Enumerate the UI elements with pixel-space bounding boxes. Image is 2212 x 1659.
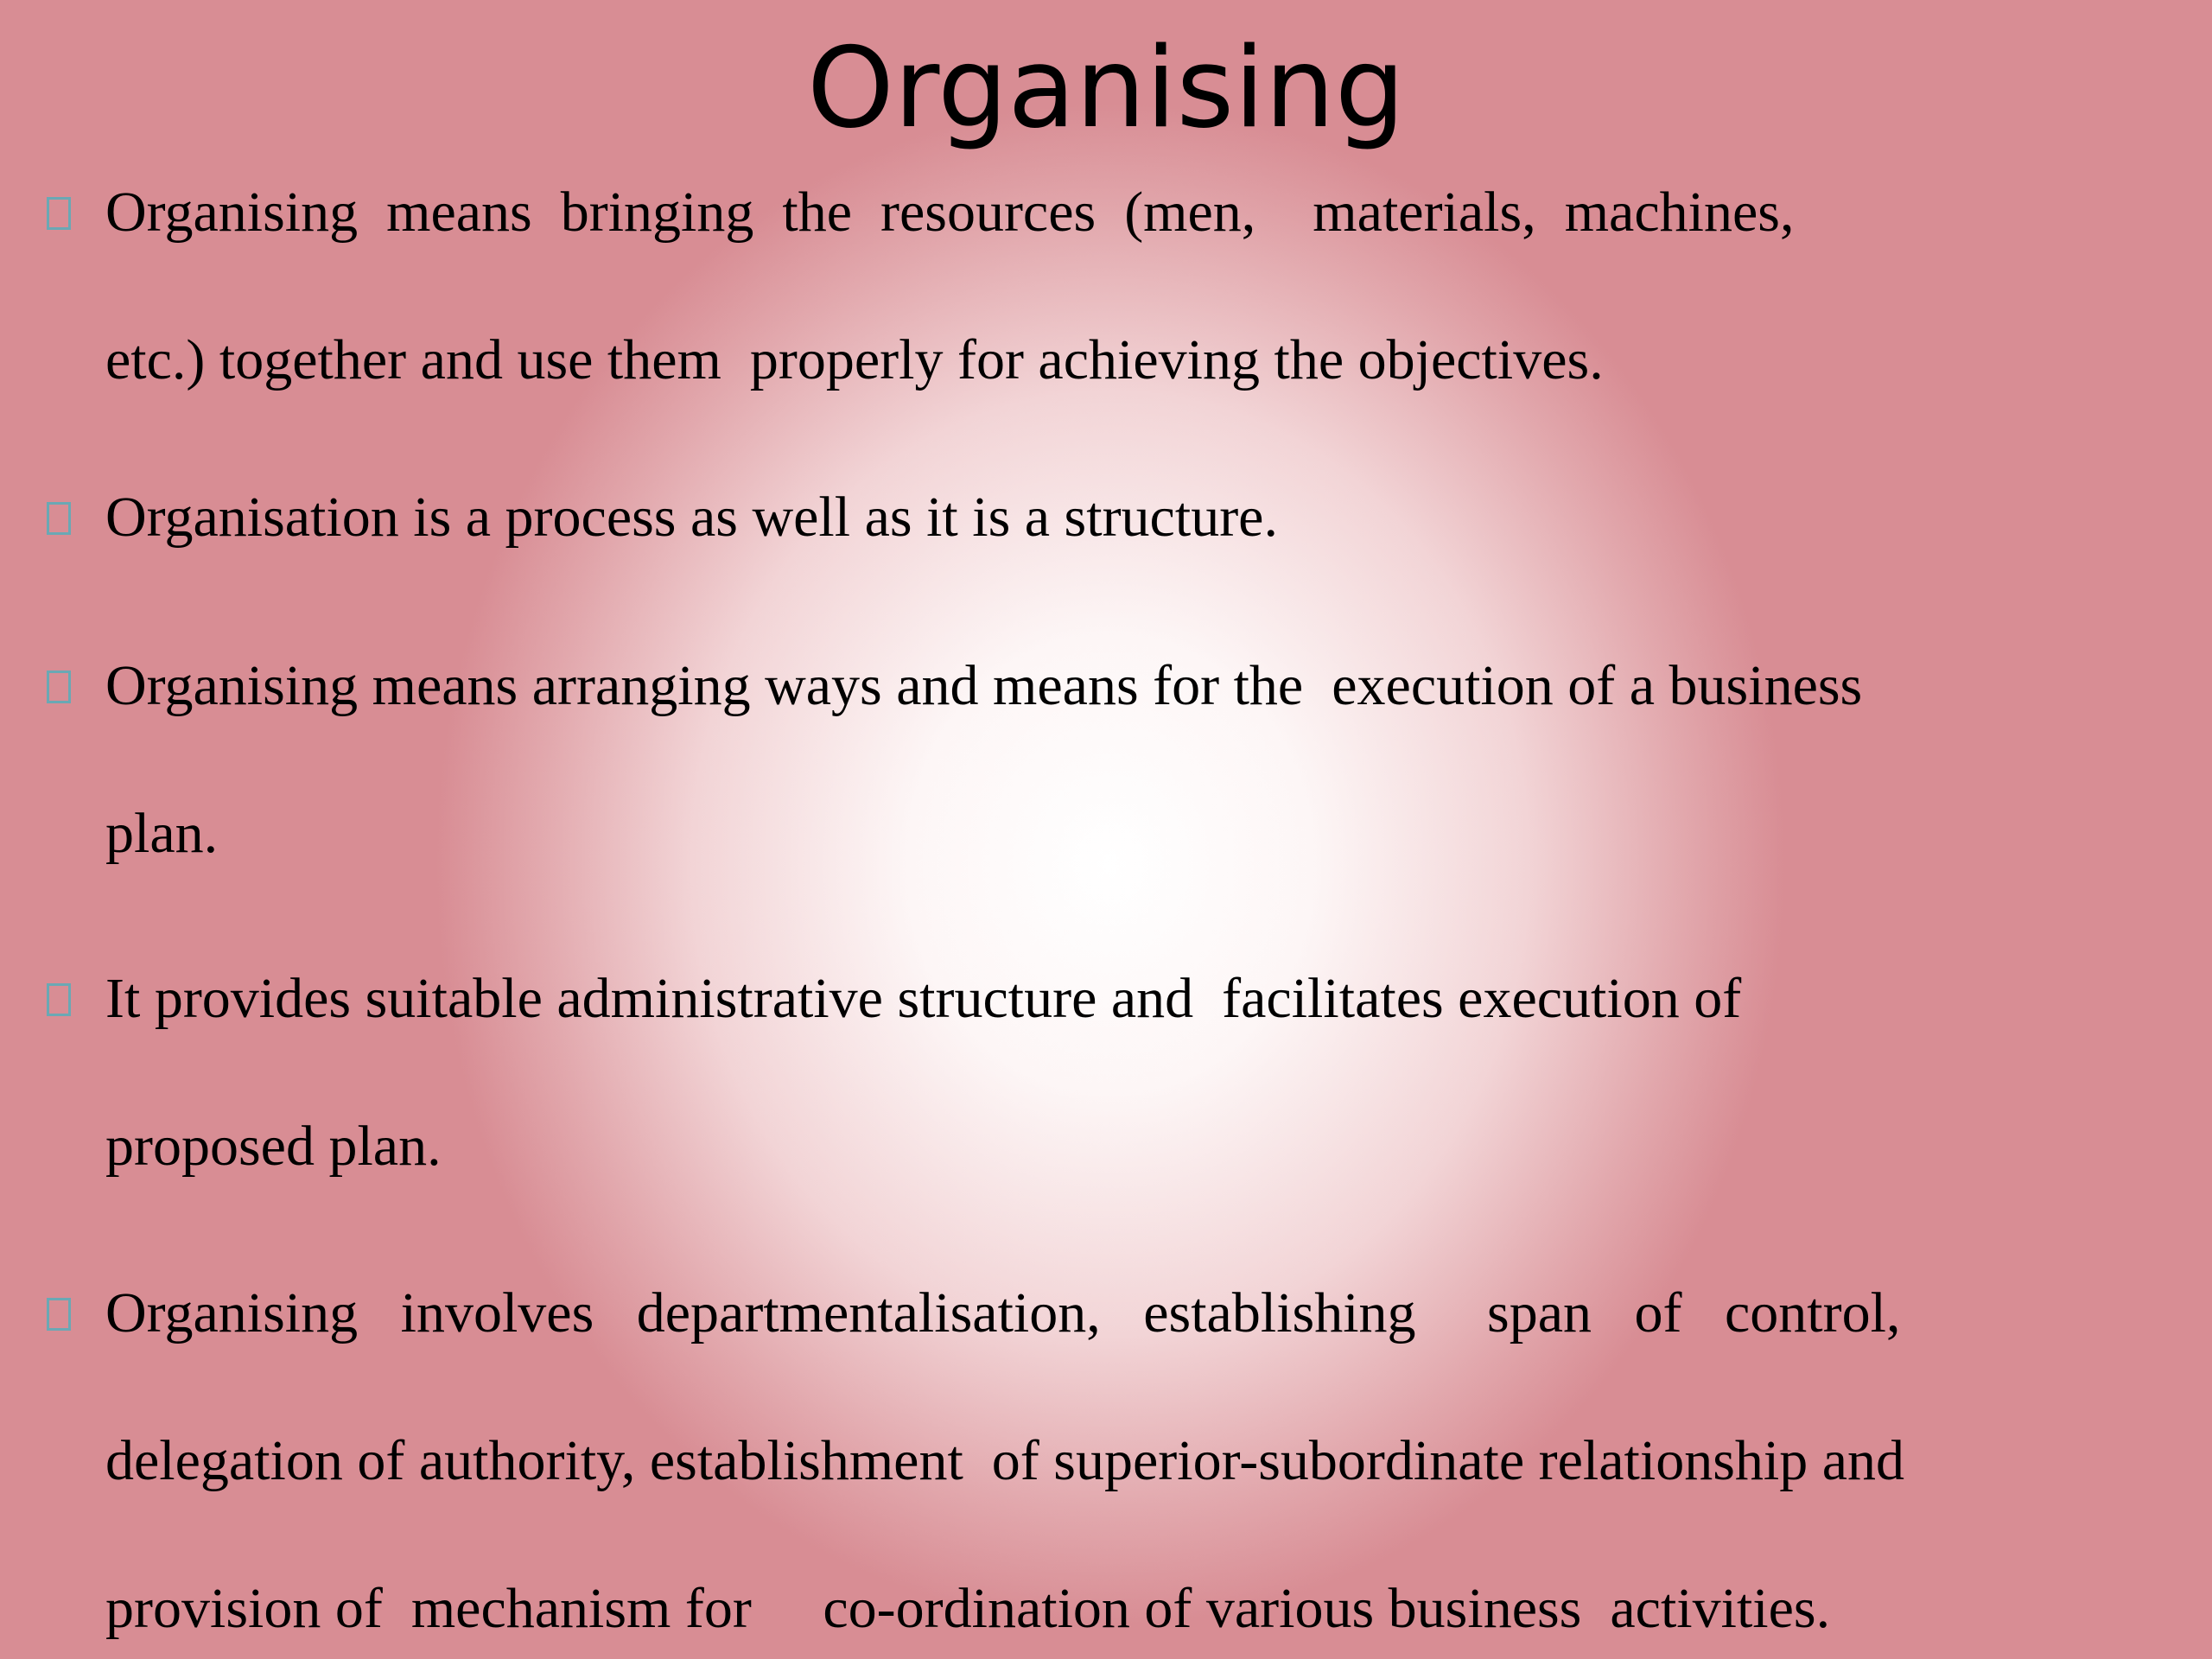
- square-bullet-icon: [47, 1298, 71, 1331]
- bullet-text: [105, 138, 2212, 434]
- bullet-line: plan.: [105, 802, 219, 865]
- bullet-line: etc.) together and use them properly for achieving the objectives.: [105, 328, 1604, 391]
- square-bullet-icon: [47, 983, 71, 1016]
- bullet-line: proposed plan.: [105, 1115, 442, 1178]
- bullet-text: [105, 925, 2212, 1220]
- bullet-text: [105, 612, 2212, 907]
- square-bullet-icon: [47, 197, 71, 230]
- square-bullet-icon: [47, 502, 71, 535]
- slide-title: Organising: [806, 24, 1406, 153]
- bullet-line: delegation of authority, establishment of superior-subordinate relationship and: [105, 1429, 1905, 1492]
- bullet-line: provision of mechanism for co-ordination of various business activities.: [105, 1577, 1831, 1640]
- bullet-line: Organising means bringing the resources (men, materials, machines,: [105, 181, 1795, 244]
- bullet-line: Organisation is a process as well as it is a structure.: [105, 486, 1278, 549]
- bullet-line: Organising means arranging ways and means for the execution of a business: [105, 654, 1863, 717]
- bullet-line: It provides suitable administrative structure and facilitates execution of: [105, 967, 1742, 1030]
- bullet-text: [105, 443, 2212, 591]
- bullet-line: Organising involves departmentalisation, establishing span of control,: [105, 1281, 1901, 1344]
- square-bullet-icon: [47, 671, 71, 703]
- bullet-text: [105, 1239, 2212, 1659]
